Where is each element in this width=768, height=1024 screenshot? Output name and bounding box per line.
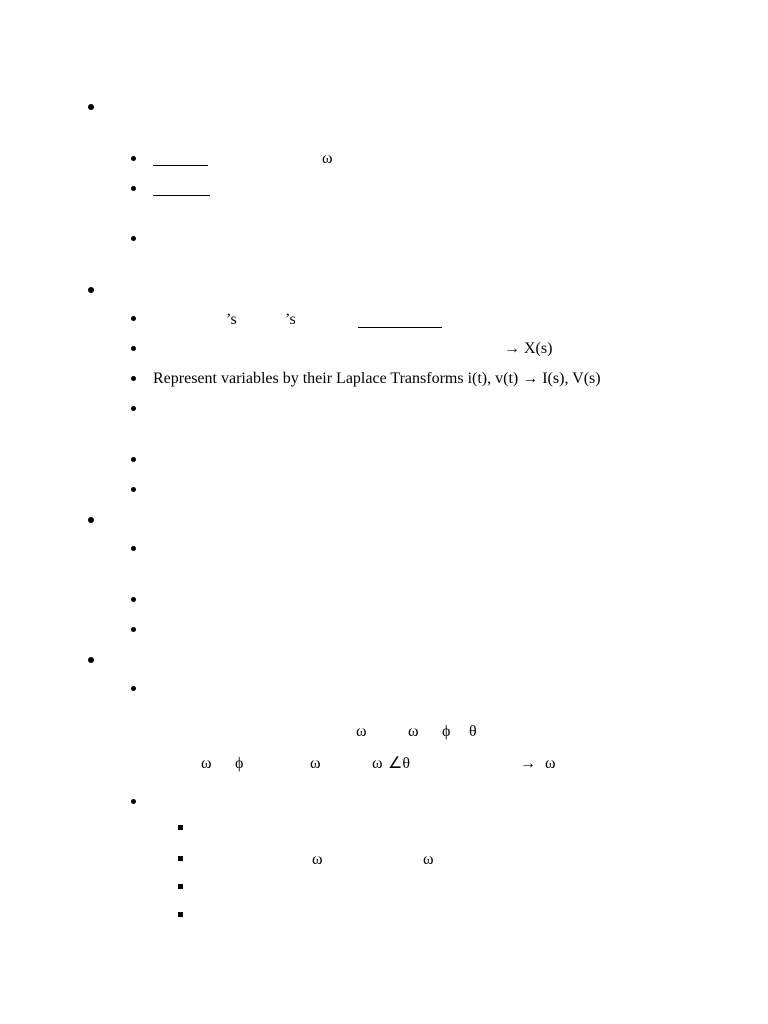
underline-blank <box>153 195 210 196</box>
phi-symbol: ϕ <box>235 755 244 772</box>
underline-blank <box>153 165 208 166</box>
bullet <box>131 236 136 241</box>
bullet <box>131 627 136 632</box>
omega-symbol: ω <box>408 723 419 740</box>
laplace-line: Represent variables by their Laplace Transforms i(t), v(t) → I(s), V(s) <box>153 370 601 387</box>
bullet <box>131 186 136 191</box>
bullet <box>88 104 94 110</box>
square-bullet <box>178 825 183 830</box>
possessive-text: ’s <box>285 311 296 328</box>
bullet <box>131 457 136 462</box>
bullet <box>131 546 136 551</box>
omega-symbol: ω <box>356 723 367 740</box>
bullet <box>131 799 136 804</box>
omega-symbol: ω <box>545 755 556 772</box>
bullet <box>131 376 136 381</box>
underline-blank <box>358 327 442 328</box>
bullet <box>131 346 136 351</box>
omega-symbol: ω <box>423 851 434 868</box>
bullet <box>131 597 136 602</box>
omega-symbol: ω <box>372 755 383 772</box>
omega-symbol: ω <box>312 851 323 868</box>
possessive-text: ’s <box>226 311 237 328</box>
bullet <box>131 156 136 161</box>
bullet <box>88 657 94 663</box>
bullet <box>88 287 94 293</box>
omega-symbol: ω <box>201 755 212 772</box>
bullet <box>131 487 136 492</box>
theta-symbol: θ <box>469 723 477 740</box>
arrow-xs-text: → X(s) <box>504 340 553 357</box>
bullet <box>88 517 94 523</box>
bullet <box>131 406 136 411</box>
angle-theta-symbol: ∠θ <box>388 755 411 772</box>
square-bullet <box>178 912 183 917</box>
arrow-symbol: → <box>520 755 536 772</box>
omega-symbol: ω <box>322 150 333 167</box>
phi-symbol: ϕ <box>442 723 451 740</box>
bullet <box>131 316 136 321</box>
square-bullet <box>178 856 183 861</box>
bullet <box>131 686 136 691</box>
omega-symbol: ω <box>310 755 321 772</box>
square-bullet <box>178 884 183 889</box>
